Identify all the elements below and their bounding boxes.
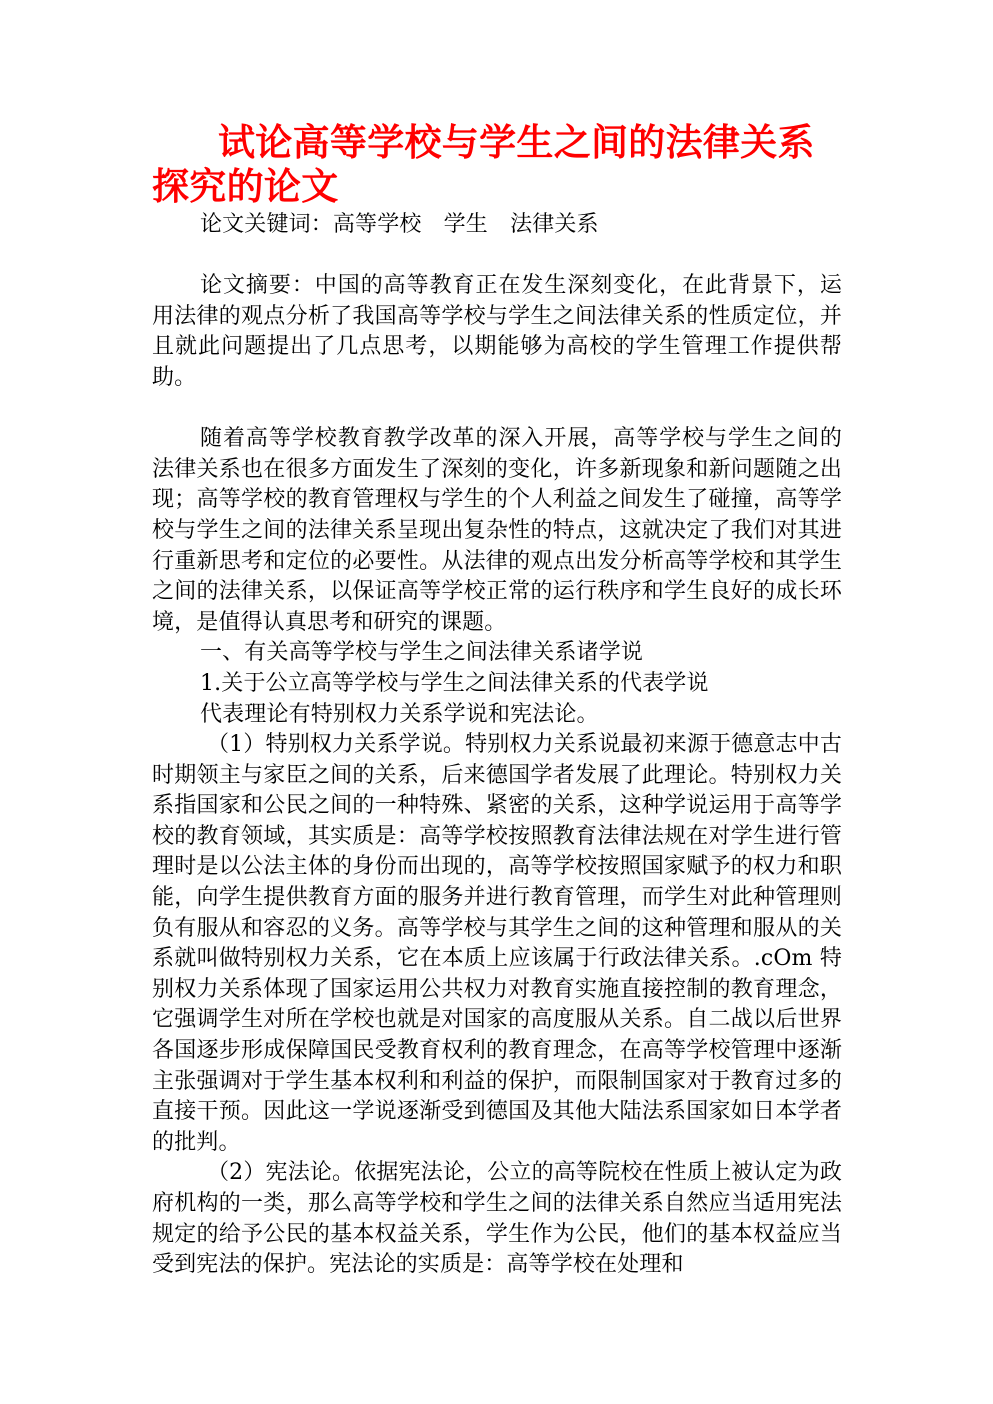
special-power-paragraph: （1）特别权力关系学说。特别权力关系说最初来源于德意志中古时期领主与家臣之间的关系，后来德国学者发展了此理论。特别权力关系指国家和公民之间的一种特殊、紧密的关系，这种学说运用于高等学校的教育领域，其实质是：高等学校按照教育法律法规在对学生进行管理时是以公法主体的身份而出现的，高等学校按照国家赋予的权力和职能，向学生提供教育方面的服务并进行教育管理，而学生对此种管理则负有服从和容忍的义务。高等学校与其学生之间的这种管理和服从的关系就叫做特别权力关系，它在本质上应该属于行政法律关系。.cOm 特别权力关系体现了国家运用公共权力对教育实施直接控制的教育理念，它强调学生对所在学校也就是对国家的高度服从关系。自二战以后世界各国逐步形成保障国民受教育权利的教育理念，在高等学校管理中逐渐主张强调对于学生基本权利和利益的保护，而限制国家对于教育过多的直接干预。因此这一学说逐渐受到德国及其他大陆法系国家如日本学者的批判。: [152, 732, 842, 1155]
theories-intro-paragraph: 代表理论有特别权力关系学说和宪法论。: [200, 701, 599, 727]
intro-paragraph: 随着高等学校教育教学改革的深入开展，高等学校与学生之间的法律关系也在很多方面发生了深刻的变化，许多新现象和新问题随之出现；高等学校的教育管理权与学生的个人利益之间发生了碰撞，高等学校与学生之间的法律关系呈现出复杂性的特点，这就决定了我们对其进行重新思考和定位的必要性。从法律的观点出发分析高等学校和其学生之间的法律关系，以保证高等学校正常的运行秩序和学生良好的成长环境，是值得认真思考和研究的课题。: [152, 426, 842, 635]
blank-line: [152, 394, 842, 425]
abstract-paragraph: 论文摘要：中国的高等教育正在发生深刻变化，在此背景下，运用法律的观点分析了我国高等学校与学生之间法律关系的性质定位，并且就此问题提出了几点思考，以期能够为高校的学生管理工作提供帮助。: [152, 273, 842, 390]
document-title: 试论高等学校与学生之间的法律关系探究的论文: [152, 120, 815, 208]
keywords-line: 论文关键词：高等学校 学生 法律关系: [200, 212, 599, 237]
blank-line: [152, 241, 842, 272]
section-heading-1: 一、有关高等学校与学生之间法律关系诸学说: [200, 640, 644, 666]
document-page: [152, 120, 842, 1281]
subsection-heading-1-1: 1.关于公立高等学校与学生之间法律关系的代表学说: [200, 670, 709, 696]
constitution-theory-paragraph: （2）宪法论。依据宪法论，公立的高等院校在性质上被认定为政府机构的一类，那么高等学校和学生之间的法律关系自然应当适用宪法规定的给予公民的基本权益关系，学生作为公民，他们的基本权益应当受到宪法的保护。宪法论的实质是：高等学校在处理和: [152, 1160, 842, 1278]
